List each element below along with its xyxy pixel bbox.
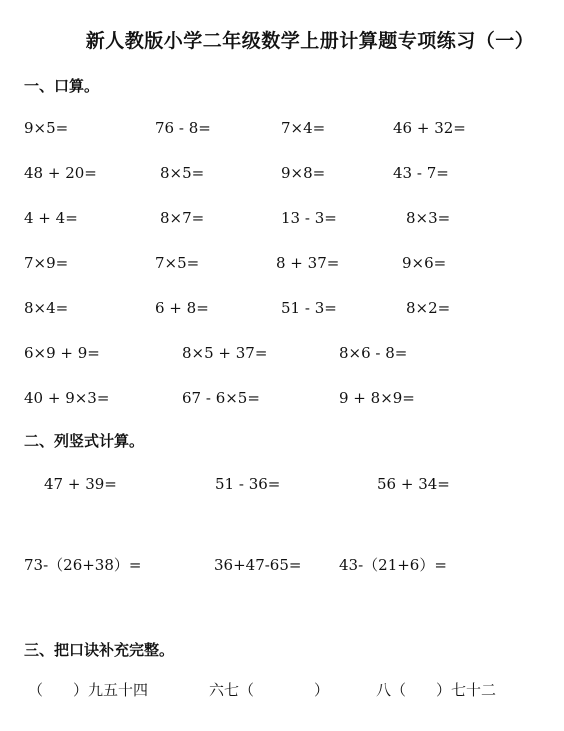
oral-problem: 9×5= [24,119,69,137]
oral-problem: 7×9= [24,254,69,272]
oral-problem: 8×2= [406,299,451,317]
section-heading-rhymes: 三、把口诀补充完整。 [24,641,175,659]
oral-problem: 4 + 4= [24,209,78,227]
oral-problem: 43 - 7= [393,164,449,182]
oral-problem: 48 + 20= [24,164,97,182]
vertical-problem: 36+47-65= [214,556,302,574]
oral-problem: 51 - 3= [281,299,337,317]
vertical-problem: 43-（21+6）= [339,556,447,574]
oral-problem: 9×8= [281,164,326,182]
oral-problem: 46 + 32= [393,119,466,137]
oral-problem: 76 - 8= [155,119,211,137]
oral-problem: 13 - 3= [281,209,337,227]
vertical-problem: 73-（26+38）= [24,556,142,574]
oral-problem: 9×6= [402,254,447,272]
vertical-problem: 56 + 34= [377,475,450,493]
oral-problem: 8×5= [160,164,205,182]
oral-problem: 8×5 + 37= [182,344,268,362]
oral-problem: 7×4= [281,119,326,137]
rhyme-blank: 八（ ）七十二 [376,681,497,699]
oral-problem: 8×7= [160,209,205,227]
section-heading-vertical: 二、列竖式计算。 [24,432,145,450]
oral-problem: 9 + 8×9= [339,389,415,407]
oral-problem: 8×6 - 8= [339,344,408,362]
oral-problem: 6 + 8= [155,299,209,317]
section-heading-oral: 一、口算。 [24,77,100,95]
page-title: 新人教版小学二年级数学上册计算题专项练习（一） [85,30,535,52]
oral-problem: 8×4= [24,299,69,317]
oral-problem: 6×9 + 9= [24,344,100,362]
oral-problem: 7×5= [155,254,200,272]
oral-problem: 8×3= [406,209,451,227]
oral-problem: 40 + 9×3= [24,389,110,407]
oral-problem: 67 - 6×5= [182,389,260,407]
vertical-problem: 51 - 36= [215,475,281,493]
rhyme-blank: 六七（ ） [209,681,330,699]
vertical-problem: 47 + 39= [44,475,117,493]
rhyme-blank: （ ）九五十四 [28,681,149,699]
oral-problem: 8 + 37= [276,254,340,272]
